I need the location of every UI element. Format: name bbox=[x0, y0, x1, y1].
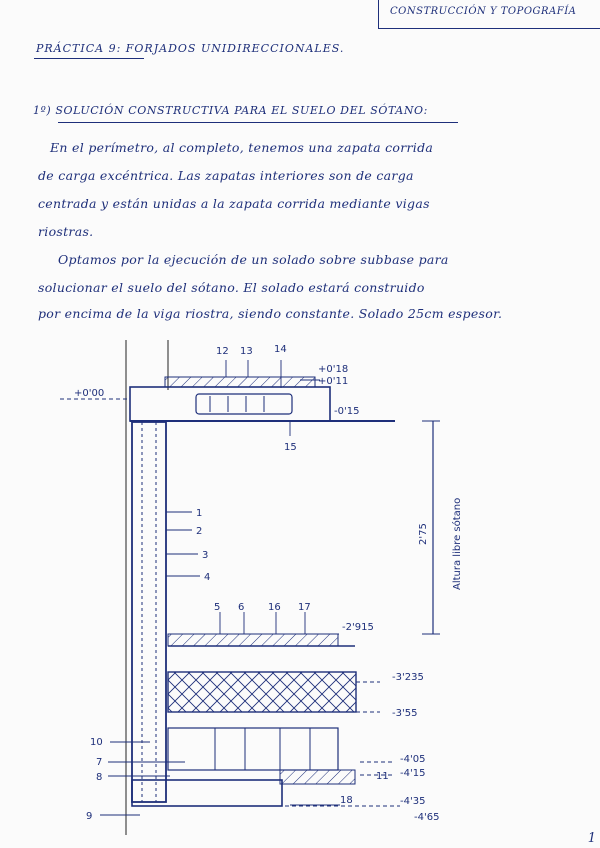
section-heading: 1º) SOLUCIÓN CONSTRUCTIVA PARA EL SUELO DEL SÓTANO: bbox=[33, 104, 428, 117]
paragraph-line: por encima de la viga riostra, siendo constante. Solado 25cm espesor. bbox=[38, 306, 503, 321]
paragraph-line: de carga excéntrica. Las zapatas interiores son de carga bbox=[38, 168, 414, 183]
basement-wall bbox=[132, 422, 166, 802]
level-slab-bottom: -0'15 bbox=[334, 406, 360, 417]
level-ground: +0'00 bbox=[74, 388, 105, 399]
construction-section-drawing bbox=[0, 330, 600, 840]
section-underline bbox=[58, 122, 458, 123]
callout-1: 1 bbox=[196, 508, 203, 519]
page-number: 1 bbox=[587, 831, 596, 846]
callout-10: 10 bbox=[90, 737, 103, 748]
callout-2: 2 bbox=[196, 526, 203, 537]
callout-9: 9 bbox=[86, 811, 93, 822]
callout-4: 4 bbox=[204, 572, 211, 583]
callout-17: 17 bbox=[298, 602, 311, 613]
page-header bbox=[378, 0, 600, 34]
level-lines bbox=[60, 380, 395, 775]
level-top-b: +0'11 bbox=[318, 376, 349, 387]
height-dimension-value: 2'75 bbox=[418, 523, 429, 545]
level-top-a: +0'18 bbox=[318, 364, 349, 375]
level-405: -4'05 bbox=[400, 754, 426, 765]
level-415: -4'15 bbox=[400, 768, 426, 779]
paragraph-line: solucionar el suelo del sótano. El solado estará construido bbox=[38, 280, 425, 295]
paragraph-line: Optamos por la ejecución de un solado sobre subbase para bbox=[58, 252, 449, 267]
callout-8: 8 bbox=[96, 772, 103, 783]
height-label: Altura libre sótano bbox=[452, 497, 463, 590]
level-3235: -3'235 bbox=[392, 672, 424, 683]
callout-14: 14 bbox=[274, 344, 287, 355]
callout-11: 11 bbox=[376, 771, 389, 782]
callout-16: 16 bbox=[268, 602, 281, 613]
header-divider-horizontal bbox=[378, 28, 600, 29]
title-underline bbox=[34, 58, 144, 59]
callout-leaders bbox=[100, 360, 340, 815]
callout-13: 13 bbox=[240, 346, 253, 357]
callout-6: 6 bbox=[238, 602, 245, 613]
paragraph-line: riostras. bbox=[38, 224, 94, 239]
callout-5: 5 bbox=[214, 602, 221, 613]
level-465: -4'65 bbox=[414, 812, 440, 823]
paragraph-line: En el perímetro, al completo, tenemos una zapata corrida bbox=[50, 140, 434, 155]
level-floor: -2'915 bbox=[342, 622, 374, 633]
callout-7: 7 bbox=[96, 757, 103, 768]
header-divider-vertical bbox=[378, 0, 379, 28]
level-435: -4'35 bbox=[400, 796, 426, 807]
paragraph-line: centrada y están unidas a la zapata corrida mediante vigas bbox=[38, 196, 430, 211]
floor-layers bbox=[132, 634, 400, 806]
callout-12: 12 bbox=[216, 346, 229, 357]
callout-15: 15 bbox=[284, 442, 297, 453]
callout-3: 3 bbox=[202, 550, 209, 561]
subject-title: CONSTRUCCIÓN Y TOPOGRAFÍA bbox=[390, 6, 577, 17]
level-355: -3'55 bbox=[392, 708, 418, 719]
callout-18: 18 bbox=[340, 795, 353, 806]
practice-title: PRÁCTICA 9: FORJADOS UNIDIRECCIONALES. bbox=[36, 42, 345, 55]
